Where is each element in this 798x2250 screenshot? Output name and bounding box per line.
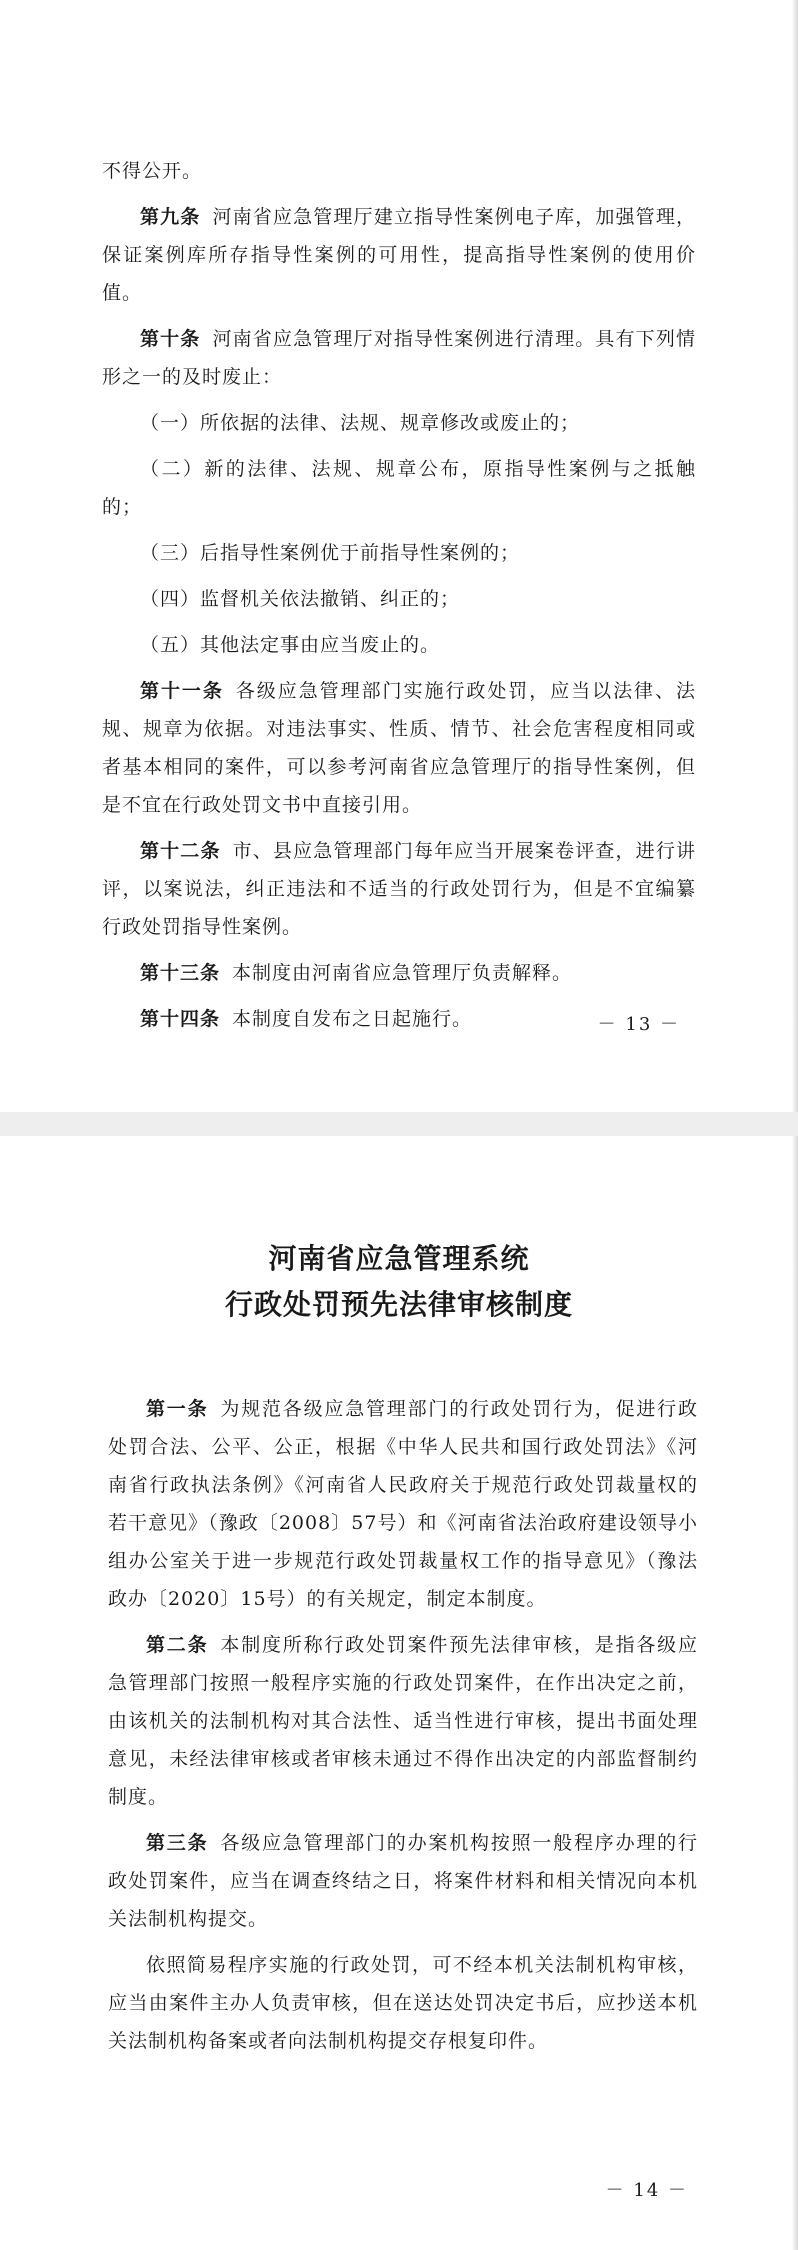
paragraph-text: 市、县应急管理部门每年应当开展案卷评查，进行讲评，以案说法，纠正违法和不适当的行政处罚行为，但是不宜编纂行政处罚指导性案例。 xyxy=(102,840,696,938)
paragraph xyxy=(108,1824,698,1938)
article-label: 第二条 xyxy=(146,1634,209,1656)
paragraph-text: 河南省应急管理厅建立指导性案例电子库，加强管理，保证案例库所存指导性案例的可用性，提高指导性案例的使用价值。 xyxy=(102,206,696,304)
document-page-14 xyxy=(0,1136,798,2250)
paragraph xyxy=(102,152,696,190)
page-13-body xyxy=(102,152,696,1046)
paragraph xyxy=(102,404,696,442)
paragraph-text: （五）其他法定事由应当废止的。 xyxy=(140,634,441,656)
paragraph xyxy=(102,832,696,946)
paragraph-text: （四）监督机关依法撤销、纠正的； xyxy=(140,588,461,610)
paragraph-text: 依照简易程序实施的行政处罚，可不经本机关法制机构审核，应当由案件主办人负责审核，但在送达处罚决定书后，应抄送本机关法制机构备案或者向法制机构提交存根复印件。 xyxy=(108,1954,698,2052)
paragraph-text: 各级应急管理部门的办案机构按照一般程序办理的行政处罚案件，应当在调查终结之日，将案件材料和相关情况向本机关法制机构提交。 xyxy=(108,1832,698,1930)
paragraph-text: 河南省应急管理厅对指导性案例进行清理。具有下列情形之一的及时废止： xyxy=(102,328,696,388)
paragraph xyxy=(102,198,696,312)
paragraph xyxy=(102,534,696,572)
paragraph xyxy=(102,320,696,396)
article-label: 第一条 xyxy=(146,1398,209,1420)
paragraph xyxy=(108,1626,698,1816)
page-edge-shadow xyxy=(792,0,798,1112)
paragraph-text: 本制度所称行政处罚案件预先法律审核，是指各级应急管理部门按照一般程序实施的行政处罚案件，在作出决定之前，由该机关的法制机构对其合法性、适当性进行审核，提出书面处理意见，未经法律审核或者审核未通过不得作出决定的内部监督制约制度。 xyxy=(108,1634,698,1808)
paragraph-text: 各级应急管理部门实施行政处罚，应当以法律、法规、规章为依据。对违法事实、性质、情节、社会危害程度相同或者基本相同的案件，可以参考河南省应急管理厅的指导性案例，但是不宜在行政处罚文书中直接引用。 xyxy=(102,680,696,816)
paragraph-text: （一）所依据的法律、法规、规章修改或废止的； xyxy=(140,412,581,434)
paragraph xyxy=(102,580,696,618)
document-title-line-2: 行政处罚预先法律审核制度 xyxy=(224,1288,573,1321)
article-label: 第三条 xyxy=(146,1832,209,1854)
paragraph-text: （二）新的法律、法规、规章公布，原指导性案例与之抵触的； xyxy=(102,458,696,518)
document-page-13 xyxy=(0,0,798,1112)
paragraph xyxy=(102,672,696,824)
article-label: 第九条 xyxy=(140,206,201,228)
page-14-body xyxy=(108,1390,698,2068)
page-separator xyxy=(0,1112,798,1136)
article-label: 第十三条 xyxy=(140,962,221,984)
paragraph xyxy=(108,1390,698,1618)
paragraph xyxy=(102,626,696,664)
article-label: 第十一条 xyxy=(140,680,224,702)
article-label: 第十条 xyxy=(140,328,201,350)
paragraph xyxy=(102,954,696,992)
article-label: 第十四条 xyxy=(140,1008,221,1030)
paragraph-text: （三）后指导性案例优于前指导性案例的； xyxy=(140,542,521,564)
page-number: － 14 － xyxy=(605,2180,688,2201)
page-number: － 13 － xyxy=(597,1014,680,1035)
paragraph xyxy=(108,1946,698,2060)
paragraph-text: 本制度由河南省应急管理厅负责解释。 xyxy=(232,962,573,984)
paragraph-text: 不得公开。 xyxy=(102,160,203,182)
article-label: 第十二条 xyxy=(140,840,221,862)
paragraph xyxy=(102,450,696,526)
paragraph-text: 本制度自发布之日起施行。 xyxy=(232,1008,473,1030)
document-title-line-1: 河南省应急管理系统 xyxy=(268,1242,530,1275)
paragraph-text: 为规范各级应急管理部门的行政处罚行为，促进行政处罚合法、公平、公正，根据《中华人民共和国行政处罚法》《河南省行政执法条例》《河南省人民政府关于规范行政处罚裁量权的若干意见》（豫政〔2008〕57号）和《河南省法治政府建设领导小组办公室关于进一步规范行政处罚裁量权工作的指导意见》（豫法政办〔2020〕15号）的有关规定，制定本制度。 xyxy=(108,1398,698,1610)
